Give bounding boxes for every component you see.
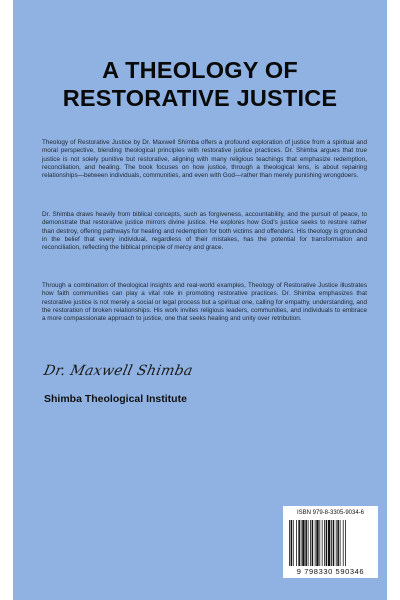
description-paragraph-1: Theology of Restorative Justice by Dr. Maxwell Shimba offers a profound exploration of justice from a spiritual and moral perspective, blending theological principles with restorative justice practices. Dr. Shimba argues that true justice is not solely punitive but restorative, aligning with many religious teachings that emphasize redemption, reconciliation, and healing. The book focuses on how justice, through a theological lens, is about repairing relationships—between individuals, communities, and even with God—rather than merely punishing wrongdoers. — [42, 139, 367, 180]
barcode-bar — [302, 520, 304, 566]
barcode-bar — [298, 520, 300, 566]
barcode-bar — [345, 520, 346, 566]
barcode-icon — [289, 520, 373, 566]
barcode-bar — [315, 520, 316, 566]
barcode-bar — [305, 520, 307, 566]
barcode-bar — [343, 520, 344, 566]
isbn-barcode-block — [283, 506, 378, 578]
barcode-bar — [336, 520, 337, 566]
barcode-bar — [328, 520, 330, 566]
barcode-bar — [322, 520, 323, 566]
back-cover — [13, 0, 387, 600]
barcode-bar — [319, 520, 320, 566]
book-title-line-2: RESTORATIVE JUSTICE — [62, 85, 338, 111]
isbn-label: ISBN 979-8-3305-9034-6 — [296, 510, 365, 516]
author-signature: Dr. Maxwell Shimba — [42, 363, 195, 379]
barcode-bar — [326, 520, 328, 566]
barcode-bar — [301, 520, 302, 566]
barcode-bar — [312, 520, 314, 566]
barcode-bar — [308, 520, 309, 566]
barcode-bar — [293, 520, 294, 566]
barcode-bar — [333, 520, 335, 566]
book-title-line-1: A THEOLOGY OF — [102, 57, 298, 83]
barcode-bar — [289, 520, 290, 566]
barcode-bar — [324, 520, 325, 566]
book-title — [13, 56, 387, 112]
barcode-bar — [340, 520, 341, 566]
description-paragraph-2: Dr. Shimba draws heavily from biblical concepts, such as forgiveness, accountability, and the pursuit of peace, to demonstrate that restorative justice mirrors divine justice. He explores how God's justice seeks to restore rather than destroy, offering pathways for healing and redemption for both victims and offenders. His theology is grounded in the belief that every individual, regardless of their mistakes, has the potential for transformation and reconciliation, reflecting the biblical principle of mercy and grace. — [42, 211, 367, 252]
description-paragraph-3: Through a combination of theological insights and real-world examples, Theology of Restorative Justice illustrates how faith communities can play a vital role in promoting restorative practices. Dr. Shimba emphasizes that restorative justice is not merely a social or legal process but a spiritual one, calling for empathy, understanding, and the restoration of broken relationships. His work invites religious leaders, communities, and individuals to embrace a more compassionate approach to justice, one that seeks healing and unity over retribution. — [42, 282, 367, 323]
publisher-name: Shimba Theological Institute — [44, 393, 187, 405]
barcode-bar — [310, 520, 311, 566]
barcode-bar — [331, 520, 332, 566]
barcode-bar — [296, 520, 297, 566]
barcode-digits: 9 798330 590346 — [296, 567, 365, 576]
barcode-bar — [337, 520, 339, 566]
barcode-bar — [316, 520, 318, 566]
barcode-bar — [291, 520, 293, 566]
